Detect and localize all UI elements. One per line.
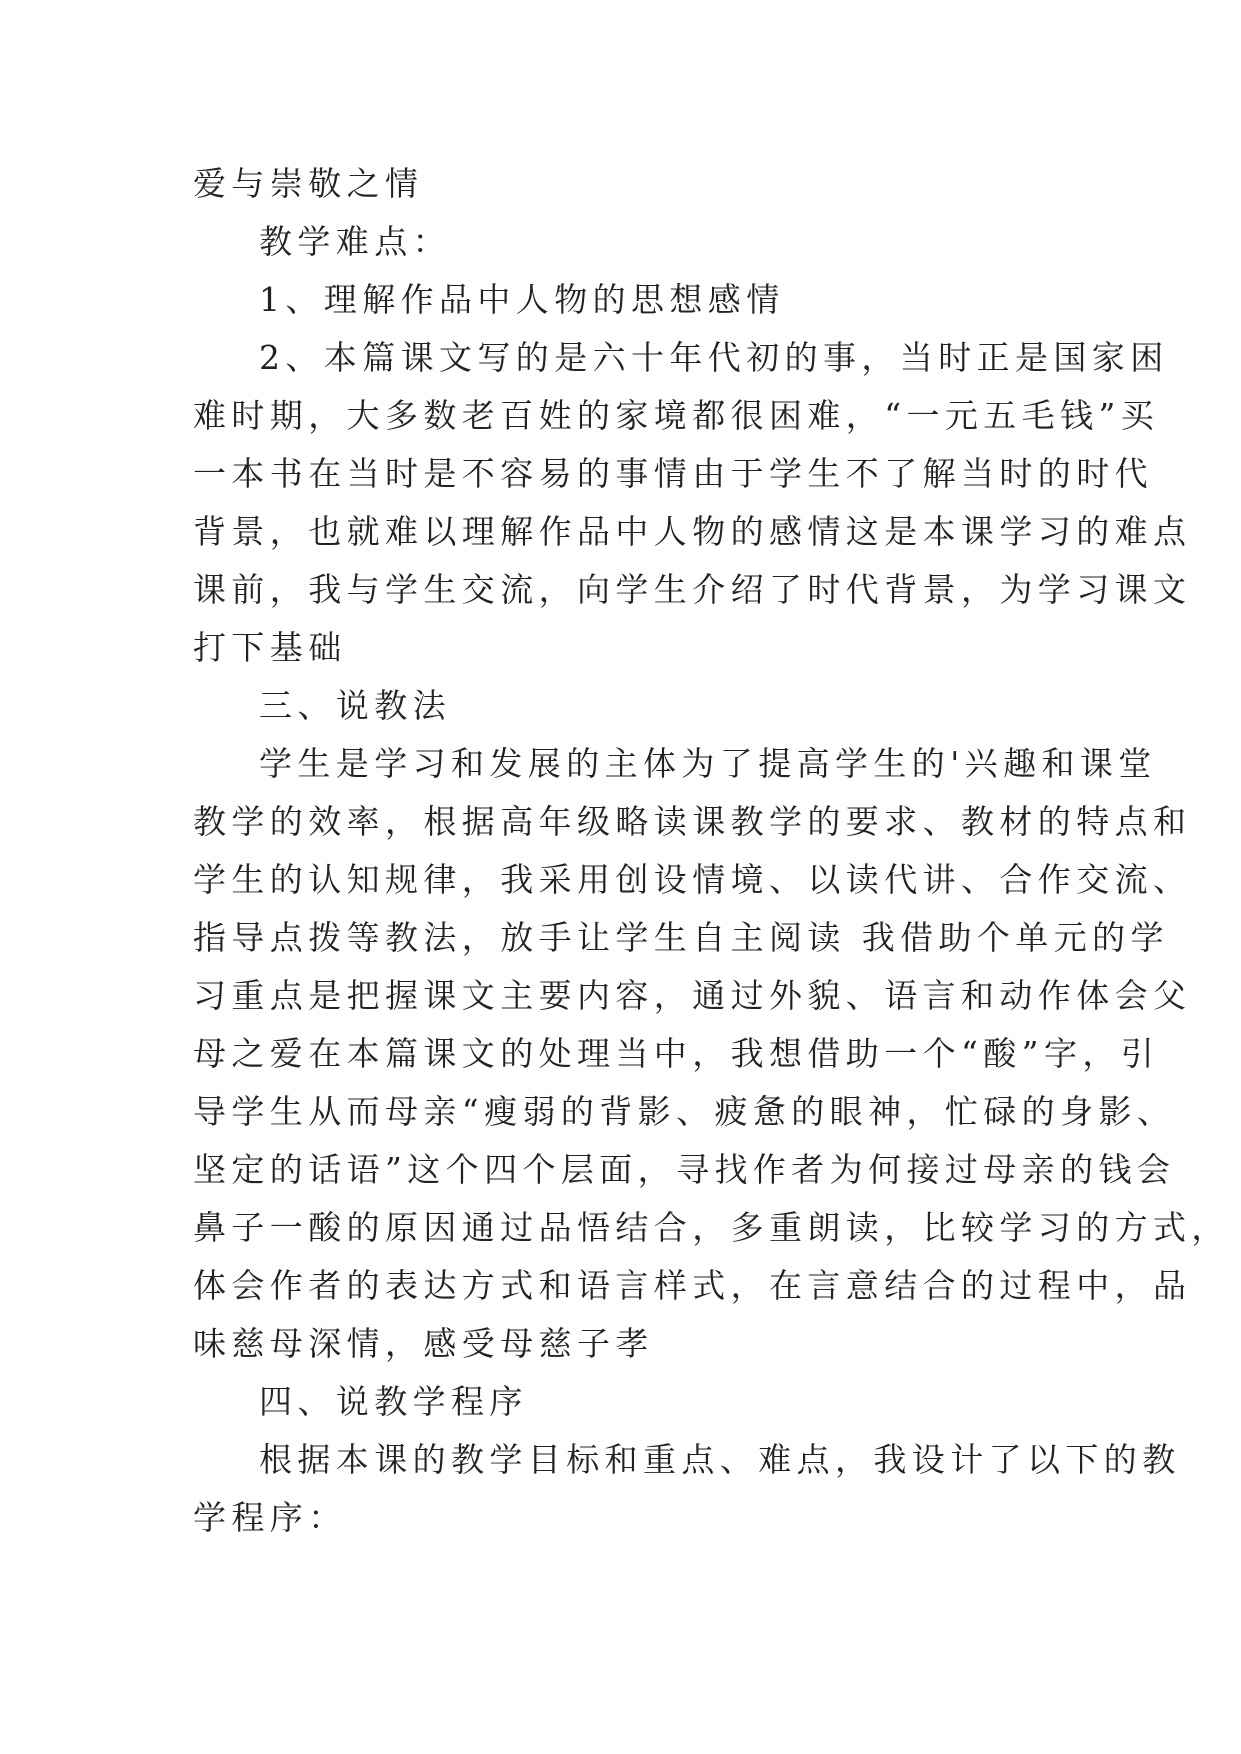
- section-heading-teaching-method: 三、说教法: [259, 686, 451, 725]
- text-line: 鼻子一酸的原因通过品悟结合，多重朗读，比较学习的方式，: [193, 1208, 1230, 1247]
- text-line: 学生的认知规律，我采用创设情境、以读代讲、合作交流、: [193, 860, 1192, 899]
- text-line: 坚定的话语”这个四个层面，寻找作者为何接过母亲的钱会: [193, 1150, 1176, 1189]
- text-line: 一本书在当时是不容易的事情由于学生不了解当时的时代: [193, 454, 1153, 493]
- paragraph-start: 学生是学习和发展的主体为了提高学生的'兴趣和课堂: [259, 744, 1157, 783]
- list-item-1: 1、理解作品中人物的思想感情: [259, 280, 785, 319]
- list-item-2: 2、本篇课文写的是六十年代初的事，当时正是国家困: [259, 338, 1169, 377]
- text-line: 难时期，大多数老百姓的家境都很困难，“一元五毛钱”买: [193, 396, 1160, 435]
- text-line: 指导点拨等教法，放手让学生自主阅读 我借助个单元的学: [193, 918, 1169, 957]
- text-line: 导学生从而母亲“瘦弱的背影、疲惫的眼神，忙碌的身影、: [193, 1092, 1176, 1131]
- paragraph-start: 根据本课的教学目标和重点、难点，我设计了以下的教: [259, 1440, 1181, 1479]
- text-line: 习重点是把握课文主要内容，通过外貌、语言和动作体会父: [193, 976, 1192, 1015]
- text-line: 教学的效率，根据高年级略读课教学的要求、教材的特点和: [193, 802, 1192, 841]
- text-line: 学程序：: [193, 1498, 347, 1537]
- text-line: 课前，我与学生交流，向学生介绍了时代背景，为学习课文: [193, 570, 1192, 609]
- text-line: 背景，也就难以理解作品中人物的感情这是本课学习的难点: [193, 512, 1192, 551]
- text-line: 打下基础: [193, 628, 347, 667]
- text-line: 爱与崇敬之情: [193, 164, 424, 203]
- text-line: 母之爱在本篇课文的处理当中，我想借助一个“酸”字，引: [193, 1034, 1160, 1073]
- text-line: 味慈母深情，感受母慈子孝: [193, 1324, 654, 1363]
- section-heading-teaching-procedure: 四、说教学程序: [259, 1382, 528, 1421]
- section-heading-difficulties: 教学难点：: [259, 222, 451, 261]
- text-line: 体会作者的表达方式和语言样式，在言意结合的过程中，品: [193, 1266, 1192, 1305]
